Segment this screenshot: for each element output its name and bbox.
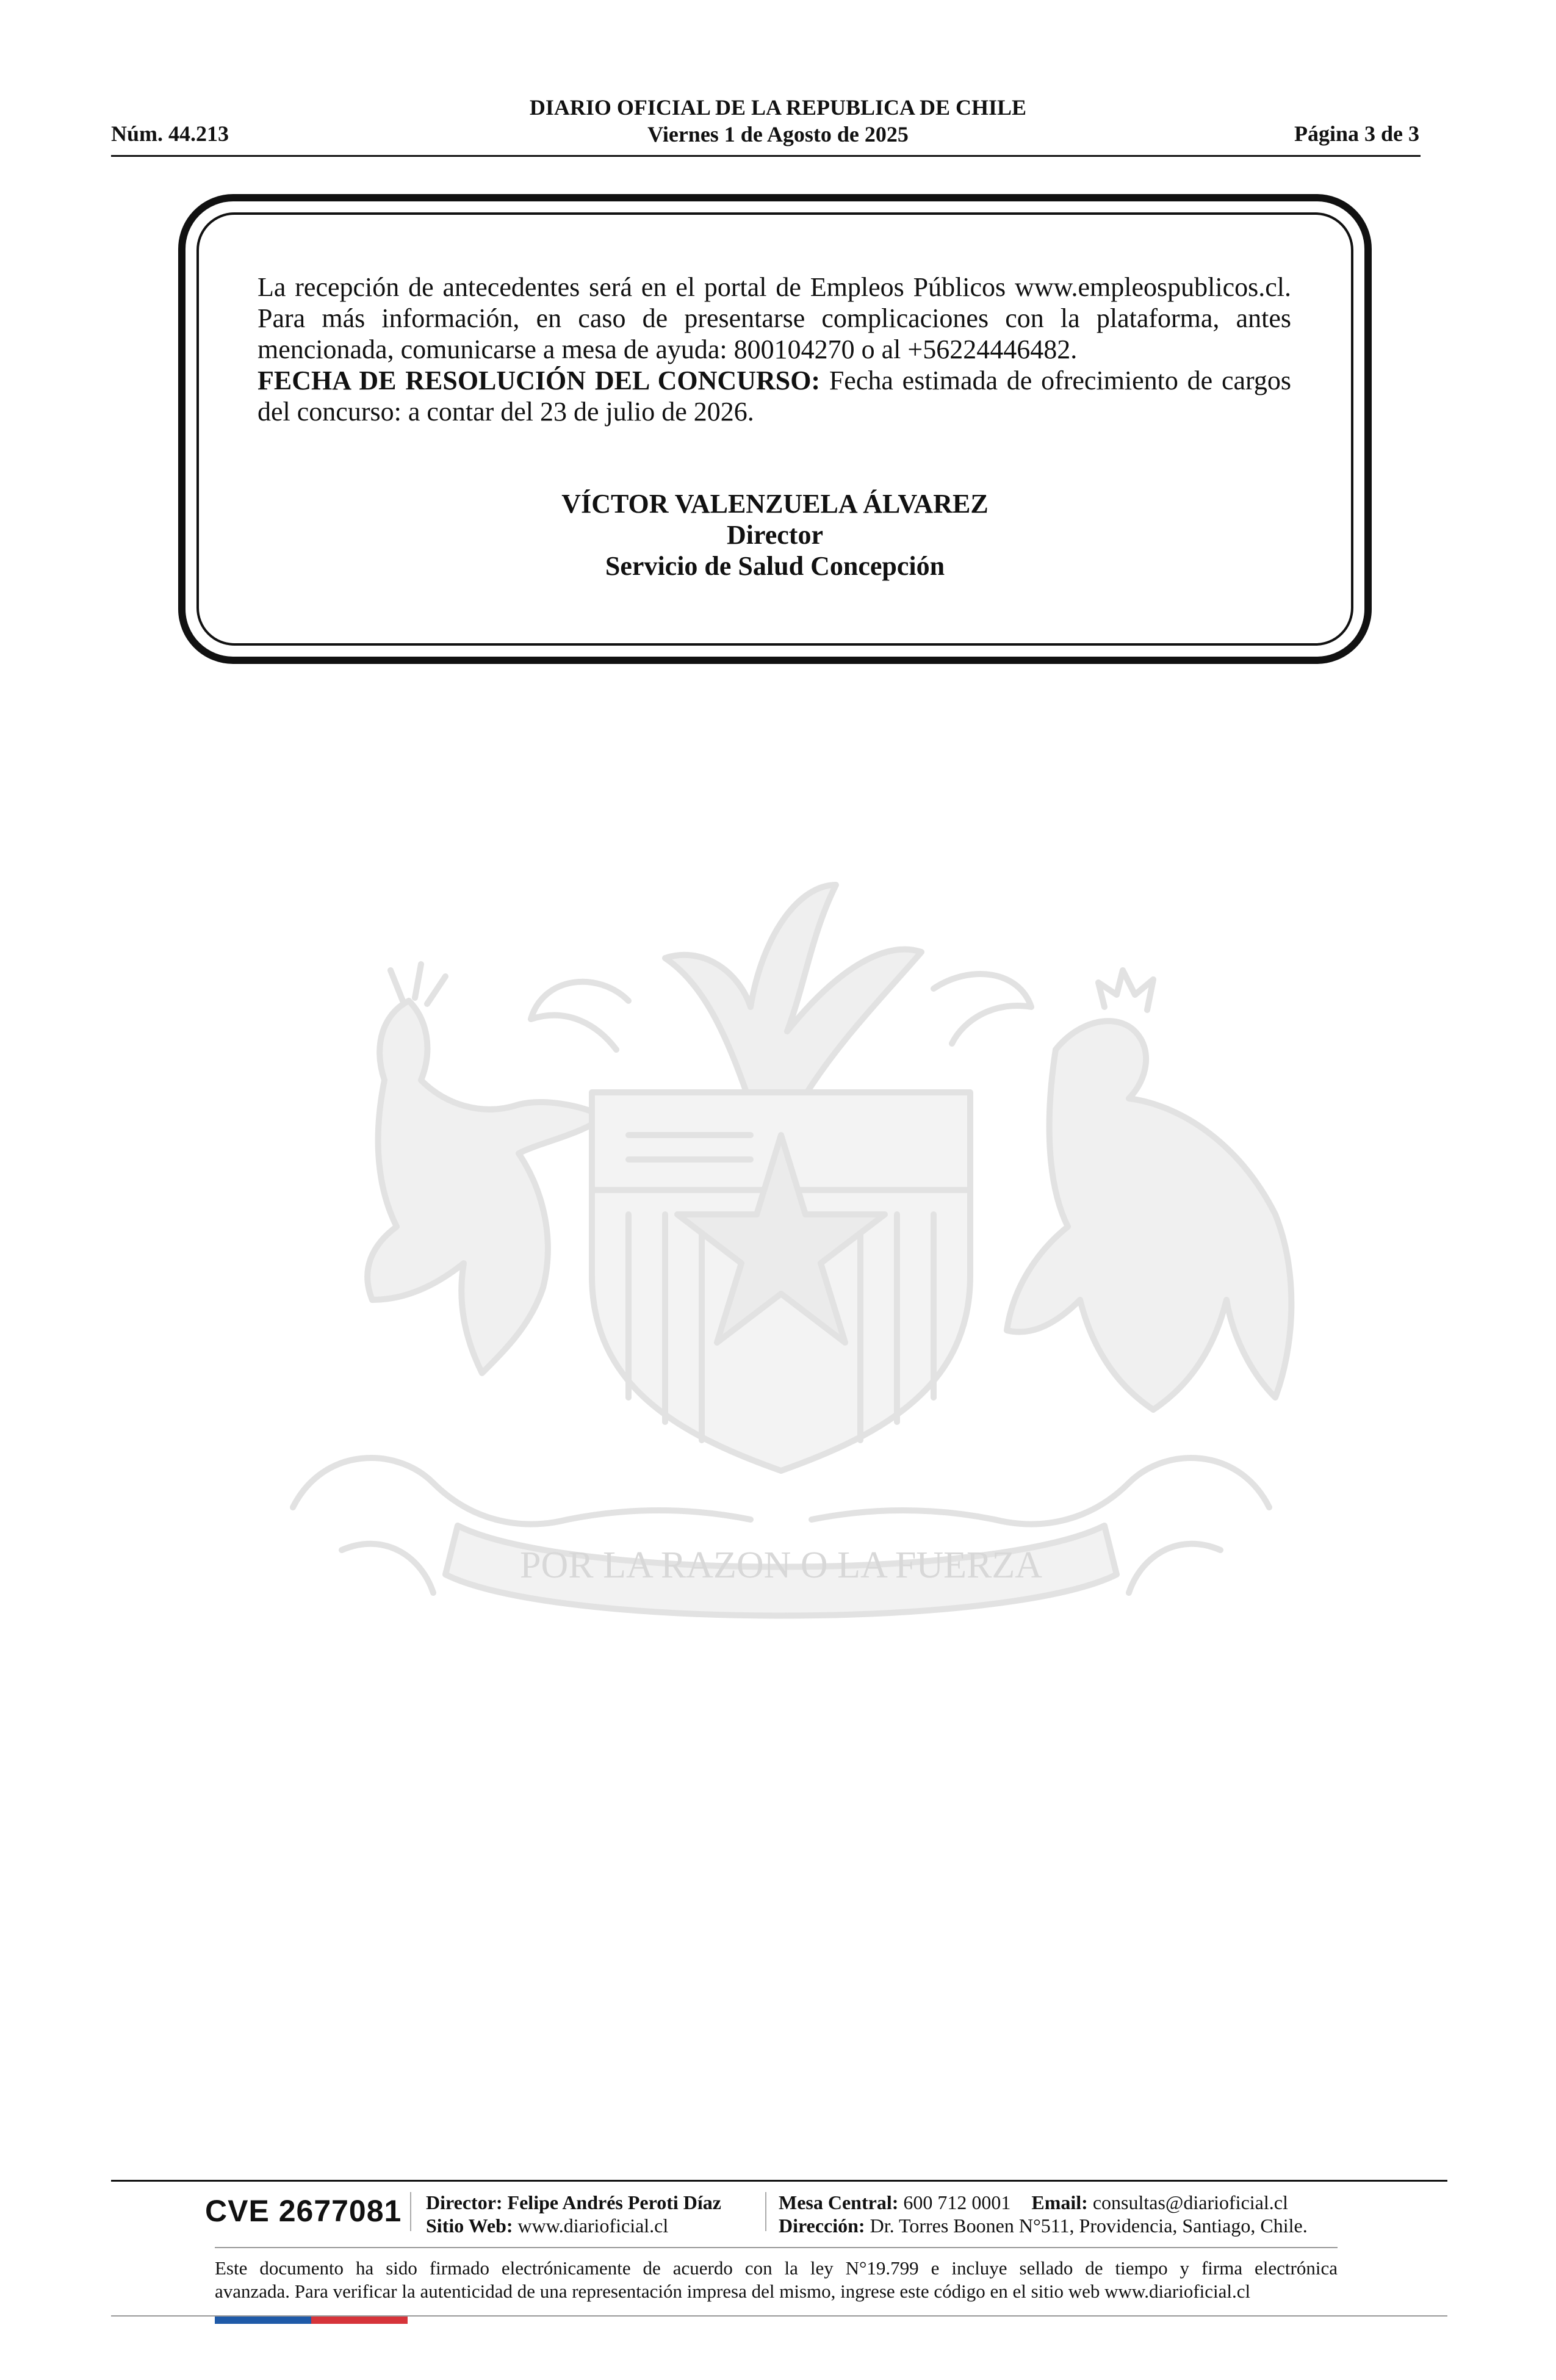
flag-stripe-blue [215,2317,311,2324]
address-line [779,2214,1308,2237]
director-line [426,2191,721,2214]
footer-column-contact [779,2191,1308,2237]
director-label: Director: [426,2191,503,2213]
website-link[interactable]: www.diarioficial.cl [513,2215,669,2237]
disclaimer-line-1: Este documento ha sido firmado electrónicamente de acuerdo con la ley N°19.799 e incluye sellado de tiempo y firma electrónica [215,2257,1338,2279]
flag-stripe-red [311,2317,408,2324]
footer-separator [765,2192,766,2231]
resolution-text: Fecha estimada de ofrecimiento de cargos del concurso: a contar del 23 de julio de 2026. [258,366,1291,427]
page-indicator: Página 3 de 3 [1294,121,1419,146]
masthead-title: DIARIO OFICIAL DE LA REPUBLICA DE CHILE [529,95,1027,120]
mesa-label: Mesa Central: [779,2191,899,2213]
notice-paragraph-reception: La recepción de antecedentes será en el portal de Empleos Públicos www.empleospublicos.cl. Para más información, en caso de presentarse complicaciones con la plataforma, antes mencionada, comunicarse a mesa de ayuda: 800104270 o al +56224446482. [258,272,1291,364]
website-line [426,2214,721,2237]
issue-number: Núm. 44.213 [111,121,229,146]
motto-text: POR LA RAZON O LA FUERZA [519,1545,1043,1586]
notice-body [258,272,1291,427]
resolution-label: FECHA DE RESOLUCIÓN DEL CONCURSO: [258,366,821,395]
director-value: Felipe Andrés Peroti Díaz [502,2191,721,2213]
footer-divider-top [111,2180,1447,2182]
footer-divider-mid [215,2247,1338,2248]
email-link[interactable]: consultas@diarioficial.cl [1087,2191,1288,2213]
signer-name: VÍCTOR VALENZUELA ÁLVAREZ [561,489,989,519]
signer-organization: Servicio de Salud Concepción [605,551,945,581]
signature-disclaimer [215,2257,1338,2303]
cve-code: CVE 2677081 [205,2194,402,2228]
address-value: Dr. Torres Boonen N°511, Providencia, Santiago, Chile. [865,2215,1308,2237]
signature-block [196,488,1353,582]
signer-title: Director [727,520,823,550]
notice-paragraph-resolution [258,365,1291,427]
website-label: Sitio Web: [426,2215,513,2237]
email-label: Email: [1031,2191,1088,2213]
header-divider [111,155,1421,157]
mesa-value: 600 712 0001 [898,2191,1011,2213]
disclaimer-line-2: avanzada. Para verificar la autenticidad de una representación impresa del mismo, ingrese este código en el sitio web www.diarioficial.cl [215,2281,1251,2302]
footer-separator [410,2192,411,2231]
coat-of-arms-watermark [201,848,1361,1666]
footer-column-director [426,2191,721,2237]
masthead-date: Viernes 1 de Agosto de 2025 [647,122,909,146]
contact-line [779,2191,1308,2214]
address-label: Dirección: [779,2215,865,2237]
